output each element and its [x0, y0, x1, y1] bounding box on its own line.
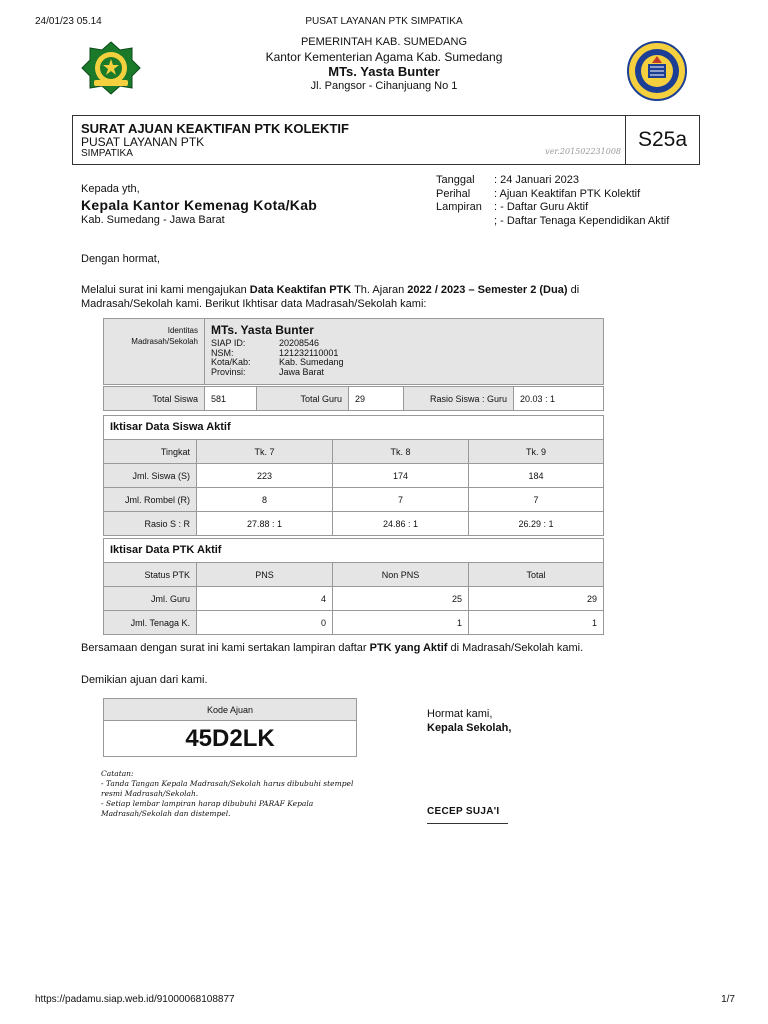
identity-info	[205, 319, 604, 385]
identity-field: Provinsi: Jawa Barat	[211, 366, 325, 377]
form-title: SURAT AJUAN KEAKTIFAN PTK KOLEKTIF	[81, 121, 349, 136]
table-row: Rasio S : R 27.88 : 1 24.86 : 1 26.29 : 1	[104, 512, 604, 536]
form-subtitle-2: SIMPATIKA	[81, 148, 133, 159]
form-version: ver.201502231008	[545, 147, 621, 156]
table-row: Jml. Siswa (S) 223 174 184	[104, 464, 604, 488]
table-header: Tk. 9	[469, 440, 604, 464]
total-guru-value: 29	[349, 387, 404, 411]
form-title-box	[72, 115, 700, 165]
form-code: S25a	[625, 116, 699, 164]
notes: Catatan: - Tanda Tangan Kepala Madrasah/Sekolah harus dibubuhi stempel resmi Madrasah/Sekolah. - Setiap lembar lampiran harap dibubuhi PARAF Kepala Madrasah/Sekolah dan distempel.	[101, 769, 354, 818]
letter-meta	[436, 174, 669, 228]
salutation: Dengan hormat,	[81, 253, 160, 265]
intro-paragraph: Melalui surat ini kami mengajukan Data Keaktifan PTK Th. Ajaran 2022 / 2023 – Semester 2 (Dua) di Madrasah/Sekolah kami. Berikut Ikhtisar data Madrasah/Sekolah kami:	[81, 284, 580, 310]
table-row: Jml. Rombel (R) 8 7 7	[104, 488, 604, 512]
kop-government: PEMERINTAH KAB. SUMEDANG	[300, 36, 468, 48]
signature-regards: Hormat kami,	[427, 708, 493, 720]
print-page-number: 1/7	[721, 994, 735, 1005]
identity-school-name: MTs. Yasta Bunter	[211, 323, 314, 337]
meta-row: Tanggal : 24 Januari 2023	[436, 174, 580, 186]
identity-label: Identitas Madrasah/Sekolah	[104, 319, 205, 385]
ptk-table-title: Iktisar Data PTK Aktif	[103, 538, 604, 562]
closing-paragraph: Bersamaan dengan surat ini kami sertakan lampiran daftar PTK yang Aktif di Madrasah/Sekolah kami.	[81, 642, 584, 654]
siswa-table-title: Iktisar Data Siswa Aktif	[103, 415, 604, 439]
table-header: Total	[469, 563, 604, 587]
kop-school-name: MTs. Yasta Bunter	[328, 64, 440, 79]
table-header: Non PNS	[333, 563, 469, 587]
total-guru-label: Total Guru	[257, 387, 349, 411]
recipient-location: Kab. Sumedang - Jawa Barat	[81, 214, 225, 226]
rasio-value: 20.03 : 1	[514, 387, 604, 411]
kode-ajuan-box	[103, 698, 357, 757]
signature-name: CECEP SUJA'I	[427, 806, 508, 824]
kop-address: Jl. Pangsor - Cihanjuang No 1	[310, 80, 458, 92]
table-header: Tk. 8	[333, 440, 469, 464]
table-header: PNS	[197, 563, 333, 587]
table-row: Jml. Guru 4 25 29	[104, 587, 604, 611]
identity-field: Kota/Kab: Kab. Sumedang	[211, 357, 344, 367]
print-url: https://padamu.siap.web.id/91000068108877	[35, 994, 235, 1005]
closing-final: Demikian ajuan dari kami.	[81, 674, 208, 686]
table-header: Tingkat	[104, 440, 197, 464]
rasio-label: Rasio Siswa : Guru	[404, 387, 514, 411]
print-datetime: 24/01/23 05.14	[35, 16, 102, 27]
meta-row: Lampiran : - Daftar Guru Aktif	[436, 201, 589, 213]
meta-row: ; - Daftar Tenaga Kependidikan Aktif	[494, 214, 670, 227]
kop-office: Kantor Kementerian Agama Kab. Sumedang	[265, 50, 503, 64]
table-header: Status PTK	[104, 563, 197, 587]
kode-ajuan-label: Kode Ajuan	[104, 699, 356, 721]
identity-field: NSM: 121232110001	[211, 347, 339, 358]
recipient-greeting: Kepada yth,	[81, 183, 140, 195]
recipient-name: Kepala Kantor Kemenag Kota/Kab	[81, 197, 318, 213]
ptk-table	[103, 562, 604, 635]
signature-block	[427, 708, 511, 735]
totals-table	[103, 386, 604, 411]
total-siswa-label: Total Siswa	[104, 387, 205, 411]
identity-field: SIAP ID: 20208546	[211, 338, 320, 348]
table-header: Tk. 7	[197, 440, 333, 464]
identity-table	[103, 318, 604, 385]
meta-row: Perihal : Ajuan Keaktifan PTK Kolektif	[436, 187, 641, 200]
table-row: Jml. Tenaga K. 0 1 1	[104, 611, 604, 635]
recipient	[81, 183, 317, 226]
signature-role: Kepala Sekolah,	[427, 721, 512, 734]
siswa-table	[103, 439, 604, 536]
form-subtitle: PUSAT LAYANAN PTK	[81, 135, 205, 149]
print-title: PUSAT LAYANAN PTK SIMPATIKA	[305, 16, 463, 27]
total-siswa-value: 581	[205, 387, 257, 411]
kode-ajuan-value: 45D2LK	[185, 725, 275, 752]
